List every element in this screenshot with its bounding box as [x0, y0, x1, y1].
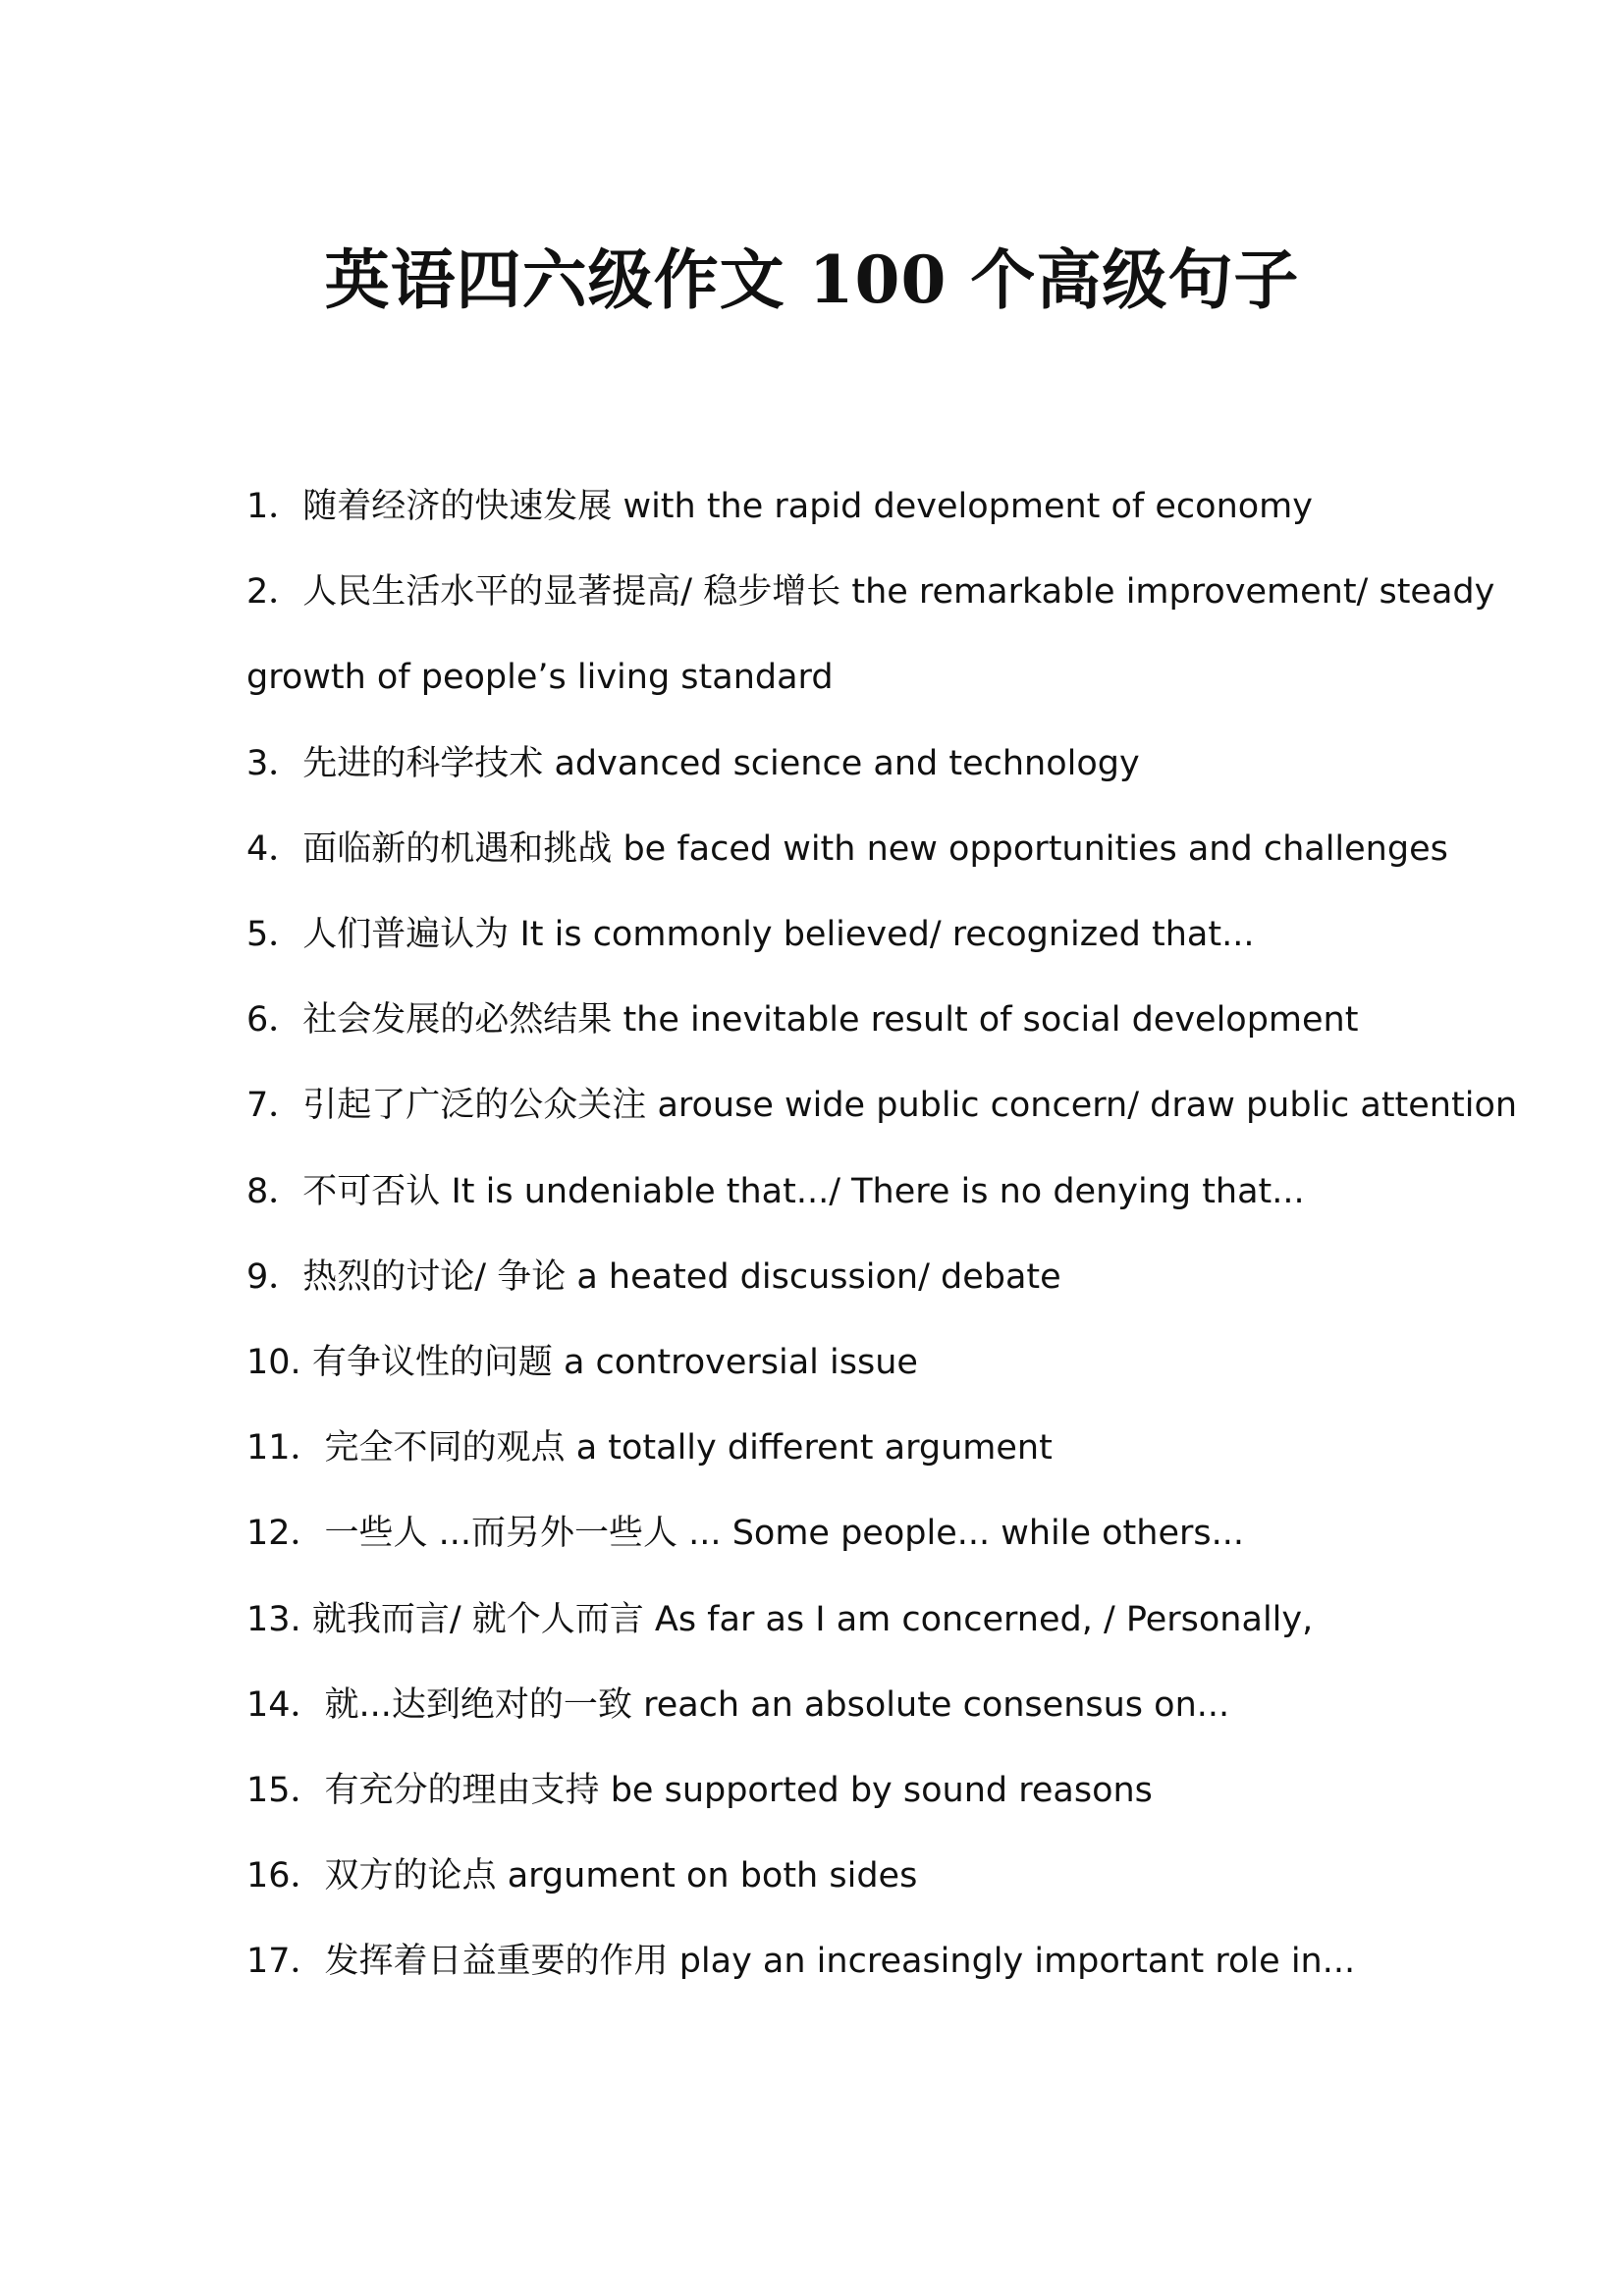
document-title: 英语四六级作文 100 个高级句子 [324, 241, 1300, 318]
item-number: 12． [246, 1514, 325, 1554]
item-english: a heated discussion/ debate [576, 1256, 1061, 1297]
item-chinese: 社会发展的必然结果 [302, 1000, 613, 1041]
item-number: 10. [246, 1343, 301, 1383]
item-number: 8． [246, 1171, 303, 1211]
item-english: the inevitable result of social development [623, 1000, 1359, 1041]
item-chinese: 完全不同的观点 [324, 1428, 566, 1468]
list-item [246, 1491, 1523, 1576]
item-chinese: 先进的科学技术 [302, 743, 544, 783]
list-item [246, 1149, 1523, 1235]
item-english: reach an absolute consensus on... [643, 1684, 1230, 1725]
item-chinese: 就...达到绝对的一致 [324, 1684, 632, 1725]
list-item [246, 1577, 1523, 1663]
item-chinese: 发挥着日益重要的作用 [324, 1942, 669, 1982]
item-chinese: 双方的论点 [324, 1856, 497, 1896]
item-english: argument on both sides [507, 1856, 918, 1896]
phrase-list [246, 464, 1523, 2005]
list-item [246, 1406, 1523, 1491]
item-english: It is undeniable that.../ There is no denying that... [451, 1171, 1305, 1211]
list-item [246, 1663, 1523, 1748]
list-item [246, 978, 1523, 1063]
list-item [246, 1919, 1523, 2004]
list-item [246, 1834, 1523, 1919]
item-english: Some people... while others... [731, 1514, 1244, 1554]
item-chinese: 就我而言/ 就个人而言 [311, 1599, 644, 1639]
list-item [246, 892, 1523, 978]
list-item [246, 1748, 1523, 1834]
item-english: be supported by sound reasons [610, 1771, 1153, 1811]
list-item [246, 464, 1523, 550]
item-chinese: 有争议性的问题 [311, 1343, 553, 1383]
item-number: 11． [246, 1428, 325, 1468]
list-item [246, 807, 1523, 892]
item-english: play an increasingly important role in... [678, 1942, 1356, 1982]
item-chinese: 面临新的机遇和挑战 [302, 828, 613, 869]
item-english: advanced science and technology [554, 743, 1140, 783]
item-number: 7． [246, 1086, 303, 1126]
list-item [246, 550, 1523, 721]
item-english: with the rapid development of economy [623, 487, 1313, 526]
item-number: 14． [246, 1684, 325, 1725]
list-item [246, 1320, 1523, 1406]
item-english: the remarkable improvement/ steady growth of people’s living standard [246, 572, 1495, 698]
item-chinese: 引起了广泛的公众关注 [302, 1086, 647, 1126]
item-english: a totally different argument [575, 1428, 1053, 1468]
item-chinese: 人民生活水平的显著提高/ 稳步增长 [302, 572, 841, 613]
item-number: 4． [246, 828, 303, 869]
list-item [246, 721, 1523, 807]
item-english: arouse wide public concern/ draw public attention [657, 1086, 1518, 1126]
item-number: 17． [246, 1942, 325, 1982]
item-number: 16． [246, 1856, 325, 1896]
item-number: 1． [246, 487, 303, 526]
item-chinese: 不可否认 [302, 1171, 441, 1211]
item-chinese: 一些人 ...而另外一些人 ... [324, 1514, 722, 1554]
item-number: 9． [246, 1256, 303, 1297]
item-number: 13. [246, 1599, 301, 1639]
item-chinese: 人们普遍认为 [302, 915, 510, 955]
item-chinese: 热烈的讨论/ 争论 [302, 1256, 567, 1297]
item-english: be faced with new opportunities and challenges [623, 828, 1448, 869]
item-number: 5． [246, 915, 303, 955]
item-chinese: 随着经济的快速发展 [302, 487, 613, 526]
item-number: 15． [246, 1771, 325, 1811]
list-item [246, 1235, 1523, 1320]
item-number: 3． [246, 743, 303, 783]
list-item [246, 1063, 1523, 1148]
item-chinese: 有充分的理由支持 [324, 1771, 600, 1811]
item-english: As far as I am concerned, / Personally, [654, 1599, 1314, 1639]
item-english: It is commonly believed/ recognized that... [519, 915, 1255, 955]
item-english: a controversial issue [563, 1343, 918, 1383]
item-number: 6． [246, 1000, 303, 1041]
item-number: 2． [246, 572, 303, 613]
